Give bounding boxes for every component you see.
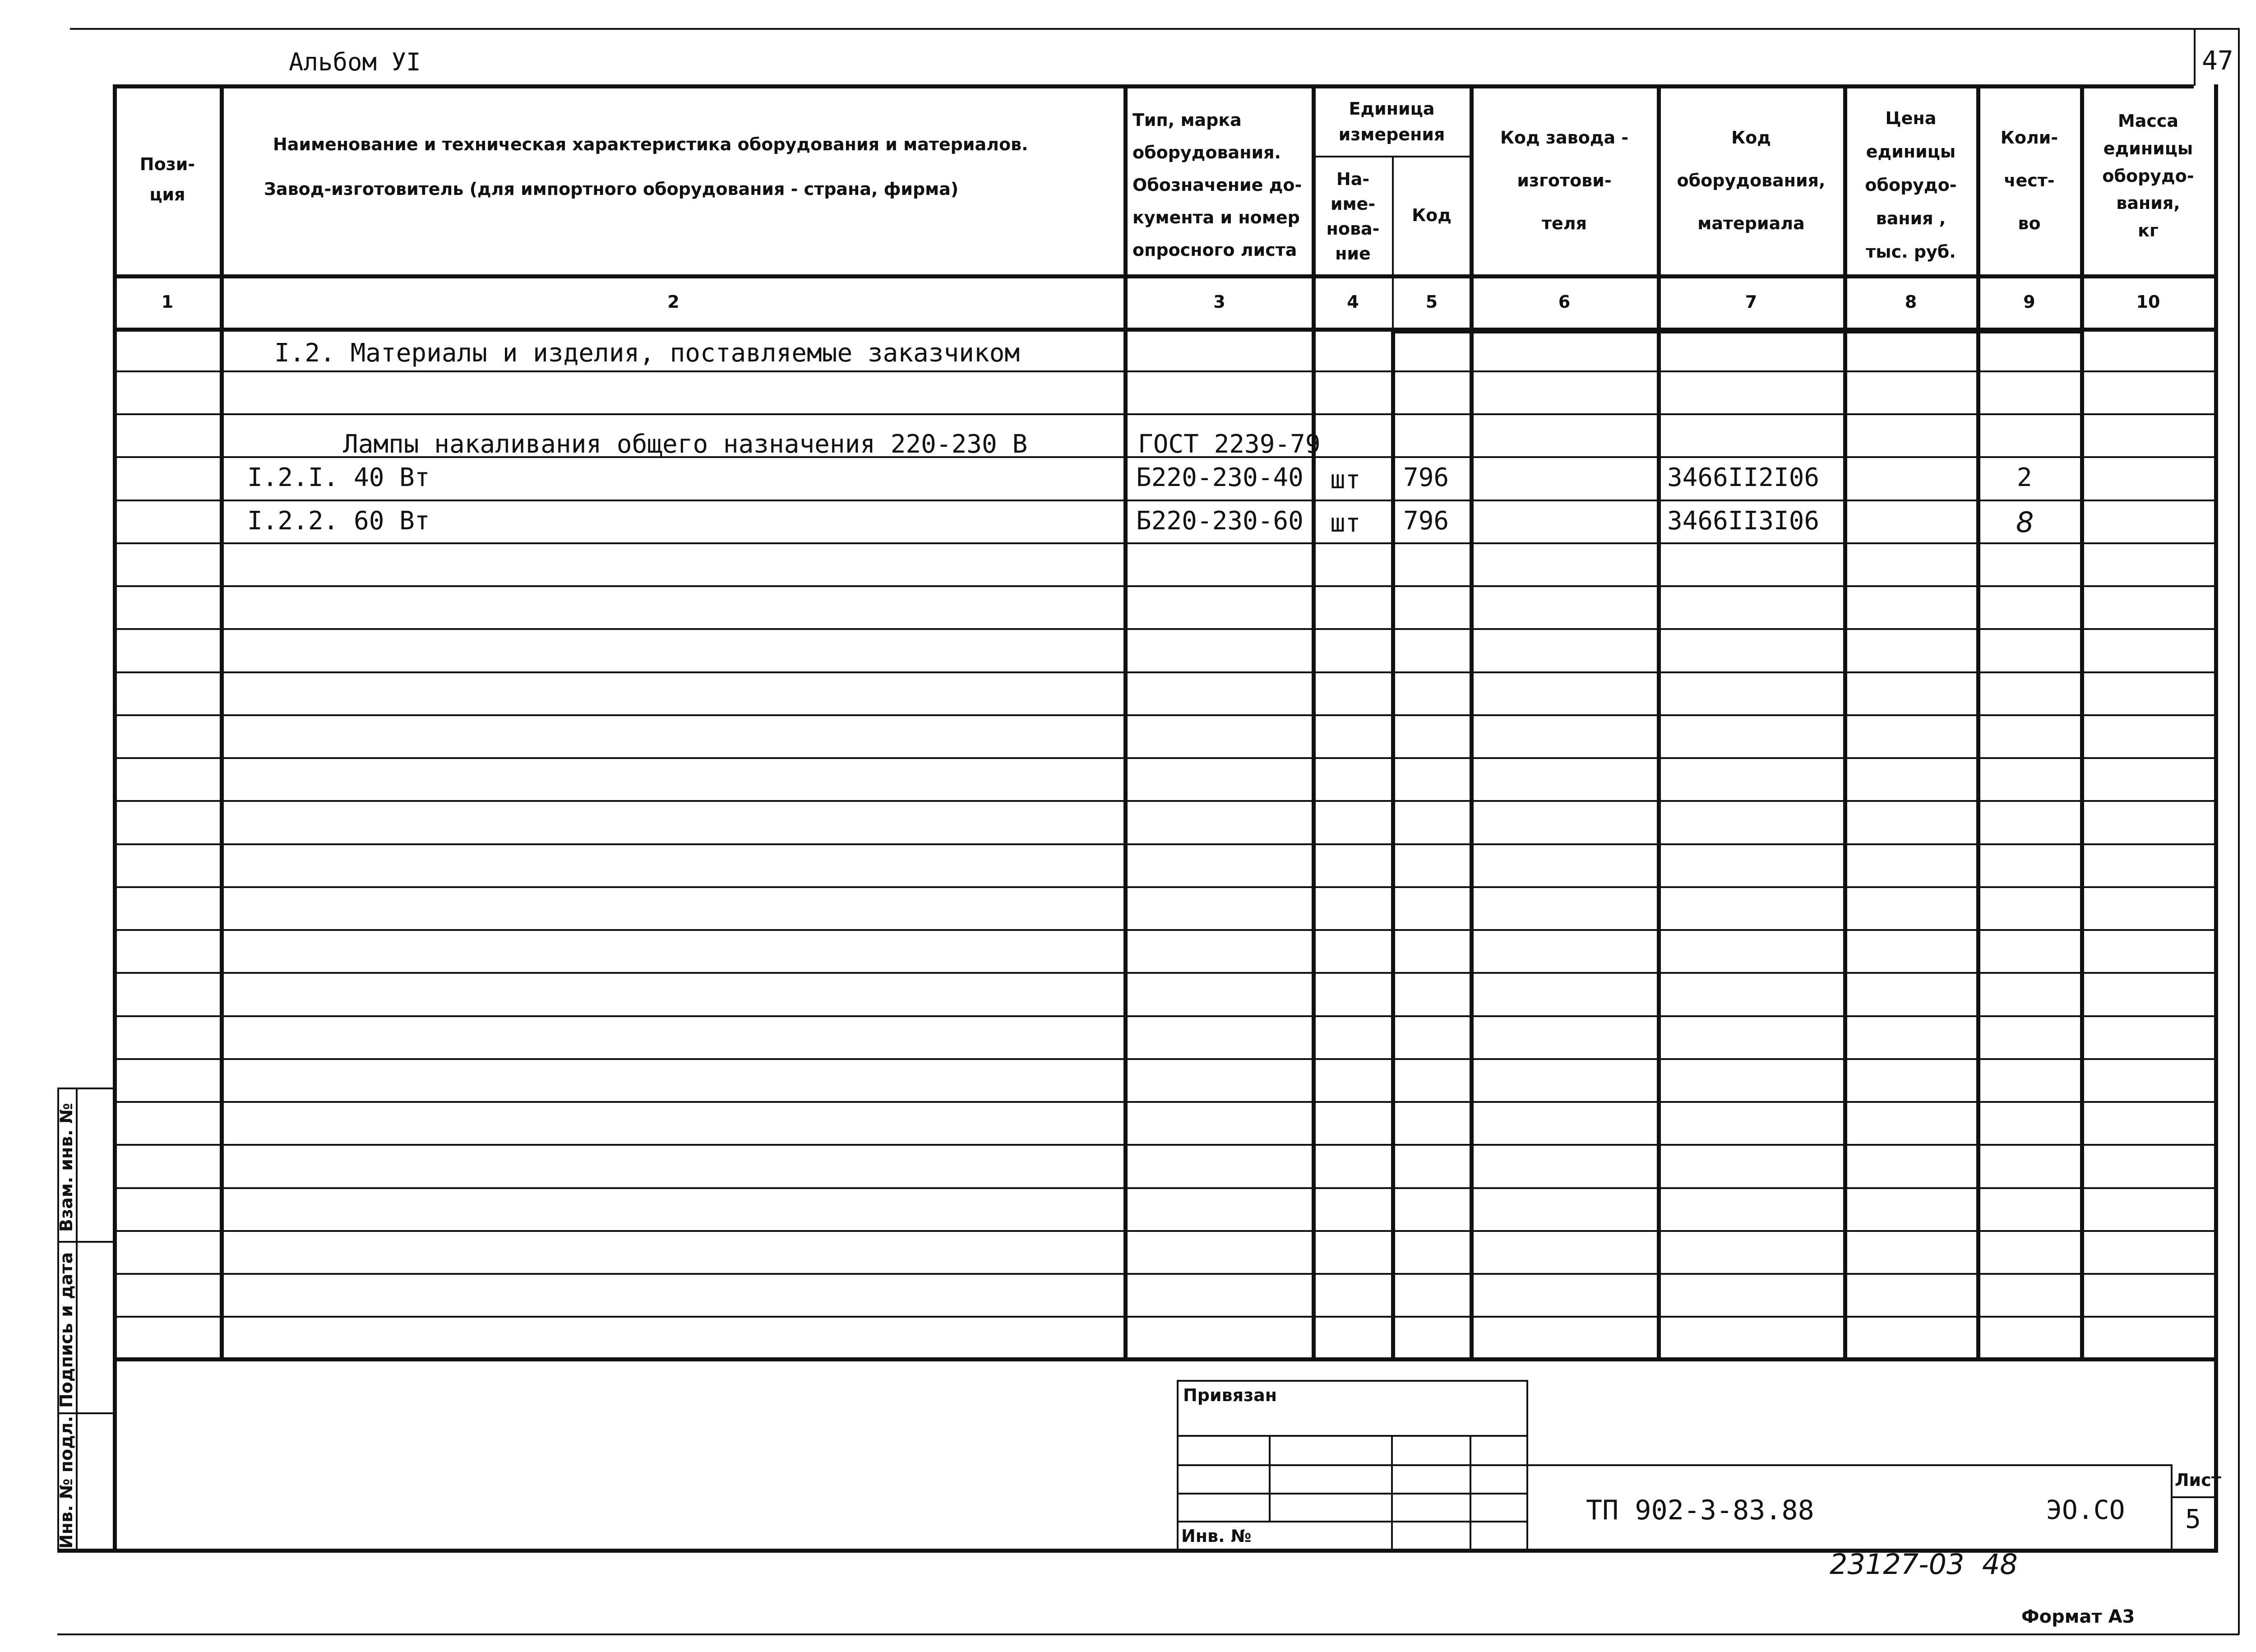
stamp-row-4	[1177, 1521, 1527, 1522]
stamp-row-3	[1177, 1493, 1527, 1495]
header-unit-group: Единица измерения	[1338, 99, 1445, 144]
item-2-qty: 8	[2016, 506, 2034, 539]
thick-box-top	[1391, 329, 2084, 333]
handwritten-number: 23127-03 48	[1830, 1548, 2018, 1581]
col-number-6: 6	[1558, 292, 1571, 312]
header-equipment-code: Код оборудования, материала	[1677, 127, 1826, 233]
format-label: Формат А3	[2021, 1606, 2135, 1627]
privyazan-label: Привязан	[1183, 1385, 1277, 1405]
item-2-type: Б220-230-60	[1136, 506, 1304, 536]
row-line	[113, 628, 2216, 630]
section-title: I.2. Материалы и изделия, поставляемые заказчиком	[274, 338, 1020, 368]
row-line	[113, 1187, 2216, 1189]
row-line	[113, 1230, 2216, 1232]
page-bottom-line	[57, 1633, 2239, 1635]
row-line	[113, 929, 2216, 931]
header-factory-code: Код завода - изготови- теля	[1500, 127, 1629, 233]
side-stamp-div-1	[57, 1241, 113, 1243]
row-line	[113, 1273, 2216, 1275]
group-doc: ГОСТ 2239-79	[1138, 430, 1321, 459]
sheet-value: 5	[2185, 1504, 2201, 1534]
unit-group-divider	[1312, 156, 1471, 157]
col-number-4: 4	[1347, 292, 1359, 312]
stamp-top	[1177, 1380, 1527, 1382]
page-number: 47	[2202, 45, 2233, 76]
item-1-unit-code: 796	[1403, 463, 1449, 492]
col-number-7: 7	[1745, 292, 1757, 312]
table-top-line	[113, 84, 2194, 88]
table-body-bottom	[113, 1357, 2216, 1361]
stamp-row-2	[1177, 1464, 1527, 1466]
header-position: Пози- ция	[139, 154, 195, 204]
item-1-unit: шт	[1330, 465, 1361, 495]
row-line	[113, 1316, 2216, 1318]
sheet-box-mid	[2171, 1496, 2216, 1498]
sheet-label: Лист	[2175, 1470, 2221, 1490]
item-1-code: 3466II2I06	[1667, 463, 1820, 492]
stamp-col-2	[1391, 1435, 1393, 1550]
item-1-type: Б220-230-40	[1136, 463, 1304, 492]
stamp-row-1	[1177, 1435, 1527, 1437]
col-number-8: 8	[1905, 292, 1917, 312]
row-line	[113, 972, 2216, 974]
row-line	[113, 1101, 2216, 1103]
side-stamp-div-2	[57, 1412, 113, 1414]
col-number-9: 9	[2023, 292, 2035, 312]
doc-code: ТП 902-3-83.88	[1586, 1495, 1814, 1526]
row-line	[113, 1058, 2216, 1060]
outer-right-border	[2238, 28, 2240, 1634]
col-number-1: 1	[161, 292, 174, 312]
group-title: Лампы накаливания общего назначения 220-230 В	[343, 430, 1028, 459]
row-line	[113, 413, 2216, 415]
side-label-inv-podl: Инв. № подл.	[56, 1416, 76, 1549]
stamp-col-1	[1269, 1435, 1271, 1521]
row-line	[113, 886, 2216, 888]
row-line	[113, 843, 2216, 845]
item-2-unit: шт	[1330, 509, 1361, 538]
col-number-5: 5	[1425, 292, 1438, 312]
col-number-2: 2	[667, 292, 680, 312]
col-number-3: 3	[1213, 292, 1225, 312]
side-stamp-top	[57, 1087, 113, 1089]
item-1-qty: 2	[2017, 463, 2032, 492]
item-2-code: 3466II3I06	[1667, 506, 1820, 536]
item-1-name: I.2.I. 40 Вт	[247, 463, 430, 492]
title-block-top	[1526, 1464, 2171, 1466]
row-line	[113, 1144, 2216, 1146]
item-2-unit-code: 796	[1403, 506, 1449, 536]
header-unit-code: Код	[1412, 205, 1452, 226]
row-line	[113, 714, 2216, 716]
row-line	[113, 671, 2216, 673]
sheet-box-left	[2171, 1464, 2173, 1550]
album-label: Альбом УI	[289, 48, 421, 76]
header-quantity: Коли- чест- во	[2000, 127, 2058, 233]
inv-no-label: Инв. №	[1181, 1526, 1252, 1546]
row-line	[113, 1015, 2216, 1017]
page-number-box-left	[2194, 28, 2196, 86]
doc-mark: ЭО.СО	[2046, 1495, 2125, 1525]
item-2-name: I.2.2. 60 Вт	[247, 506, 430, 536]
col-number-10: 10	[2136, 292, 2160, 312]
row-line	[113, 585, 2216, 587]
header-mass: Масса единицы оборудо- вания, кг	[2102, 111, 2194, 241]
side-label-vzam: Взам. инв. №	[56, 1103, 76, 1232]
header-type: Тип, марка оборудования. Обозначение до- кумента и номер опросного листа	[1133, 110, 1302, 260]
row-line	[113, 757, 2216, 759]
side-label-podpis: Подпись и дата	[56, 1252, 76, 1408]
top-border-line	[70, 28, 2238, 30]
table-right-border	[2214, 84, 2218, 1550]
header-name: Наименование и техническая характеристика оборудования и материалов. Завод-изготовитель (для импортного оборудования - страна, фирма)	[264, 134, 1028, 199]
header-price: Цена единицы оборудо- вания , тыс. руб.	[1865, 108, 1957, 262]
row-line	[113, 800, 2216, 802]
header-unit-name: На- име- нова- ние	[1326, 169, 1380, 264]
stamp-col-3	[1470, 1435, 1471, 1550]
